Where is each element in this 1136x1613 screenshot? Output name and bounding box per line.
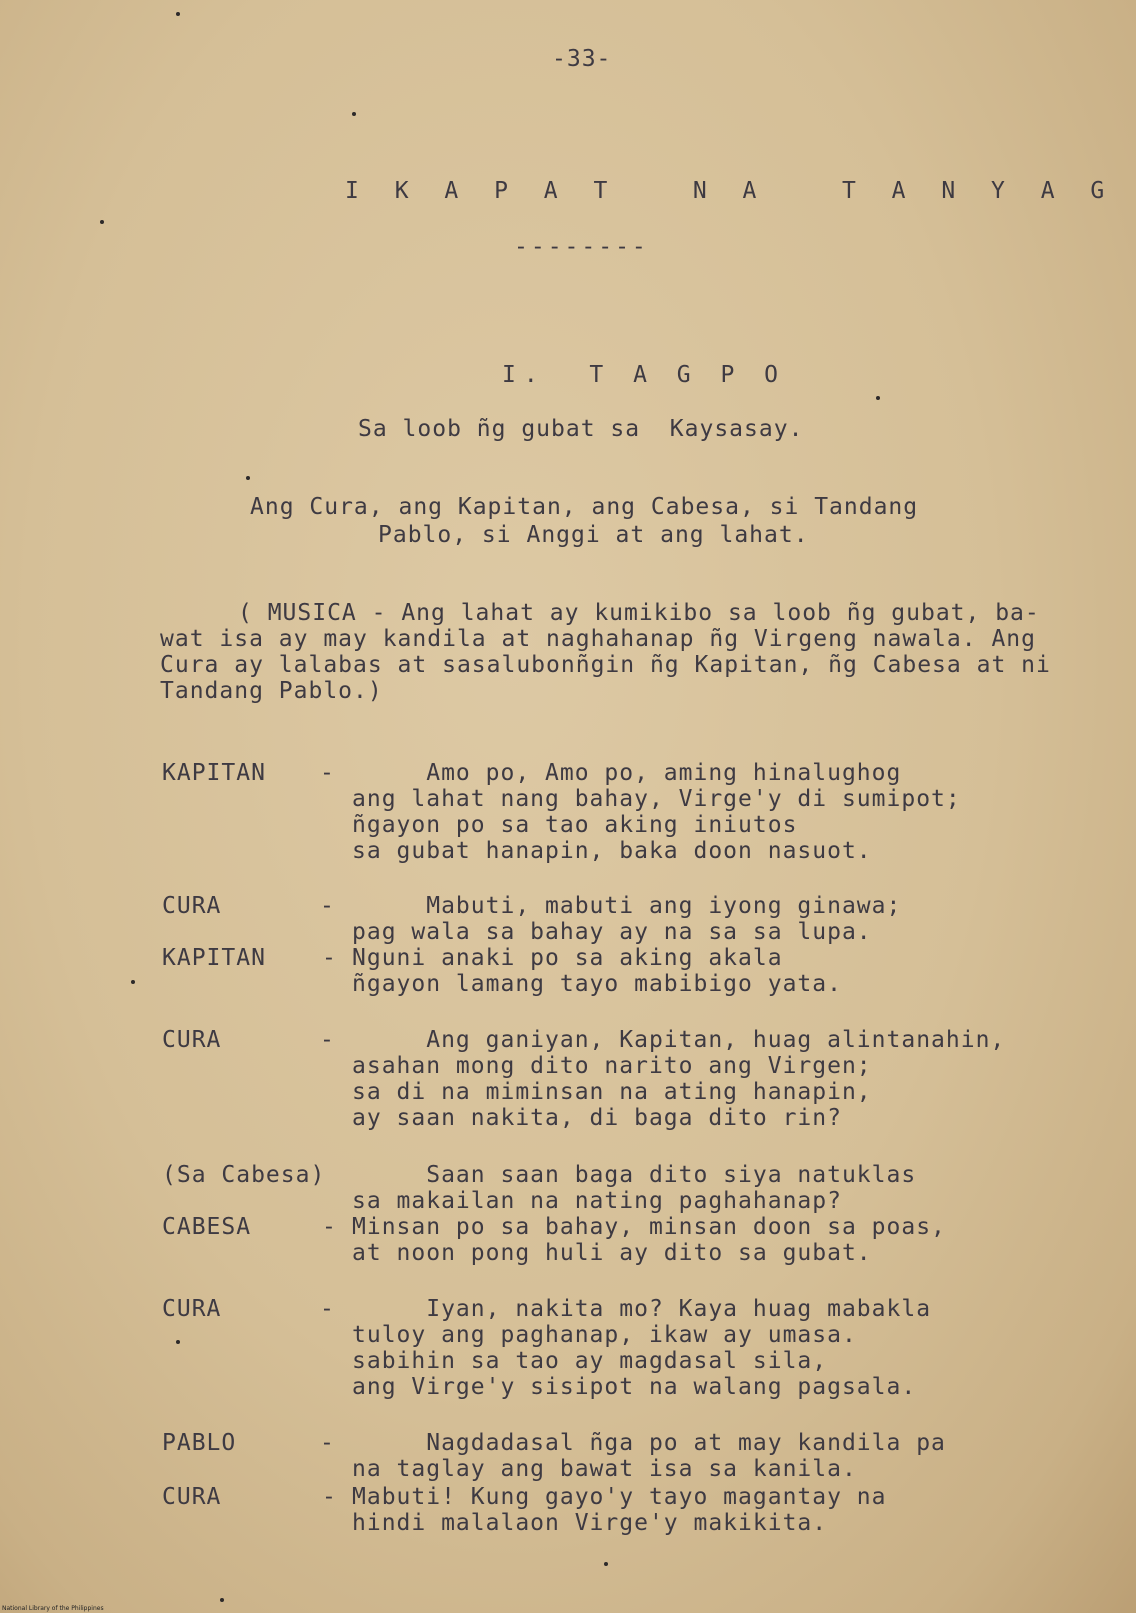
ink-speck [100, 220, 104, 224]
speaker-name: CURA [162, 893, 222, 919]
scene-title: I. T A G P O [502, 362, 787, 388]
verse-line: Nagdadasal ñga po at may kandila pa [352, 1430, 946, 1456]
title-rule: -------- [514, 234, 649, 260]
scene-setting: Sa loob ñg gubat sa Kaysasay. [358, 416, 804, 442]
ink-speck [131, 980, 135, 984]
speaker-dash: - [320, 1027, 334, 1053]
speaker-name: KAPITAN [162, 760, 266, 786]
verse-line: tuloy ang paghanap, ikaw ay umasa. [352, 1322, 857, 1348]
speaker-name: CABESA [162, 1214, 252, 1240]
ink-speck [604, 1562, 608, 1566]
speaker-dash: - [322, 945, 350, 971]
verse-line: Amo po, Amo po, aming hinalughog [352, 760, 902, 786]
verse-line: ang Virge'y sisipot na walang pagsala. [352, 1374, 917, 1400]
verse-line: pag wala sa bahay ay na sa sa lupa. [352, 919, 872, 945]
speaker-name: CURA [162, 1484, 222, 1510]
characters-line-1: Ang Cura, ang Kapitan, ang Cabesa, si Tandang [250, 494, 919, 520]
verse-line: Ang ganiyan, Kapitan, huag alintanahin, [352, 1027, 1006, 1053]
stage-direction-line-2: wat isa ay may kandila at naghahanap ñg Virgeng nawala. Ang [160, 626, 1036, 652]
stage-direction-line-4: Tandang Pablo.) [160, 678, 383, 704]
speaker-dash: - [320, 1296, 334, 1322]
ink-speck [246, 476, 250, 480]
speaker-dash: - [320, 893, 334, 919]
verse-line: na taglay ang bawat isa sa kanila. [352, 1456, 857, 1482]
verse-line: ang lahat nang bahay, Virge'y di sumipot; [352, 786, 961, 812]
verse-line: ñgayon po sa tao aking iniutos [352, 812, 798, 838]
ink-speck [220, 1598, 224, 1602]
verse-line: hindi malalaon Virge'y makikita. [352, 1510, 828, 1536]
verse-line: sa gubat hanapin, baka doon nasuot. [352, 838, 872, 864]
ink-speck [176, 1340, 180, 1344]
stage-direction-line-1: ( MUSICA - Ang lahat ay kumikibo sa loob ñg gubat, ba- [238, 600, 1040, 626]
verse-line: asahan mong dito narito ang Virgen; [352, 1053, 872, 1079]
ink-speck [352, 112, 356, 116]
speaker-name: CURA [162, 1296, 222, 1322]
verse-line: Iyan, nakita mo? Kaya huag mabakla [352, 1296, 932, 1322]
page-number: -33- [552, 46, 612, 72]
ink-speck [876, 396, 880, 400]
verse-line: at noon pong huli ay dito sa gubat. [352, 1240, 872, 1266]
speaker-aside: (Sa Cabesa) [162, 1162, 326, 1188]
verse-line: sa di na miminsan na ating hanapin, [352, 1079, 872, 1105]
speaker-name: CURA [162, 1027, 222, 1053]
verse-line: Mabuti! Kung gayo'y tayo magantay na [352, 1484, 887, 1510]
verse-line: Saan saan baga dito siya natuklas [352, 1162, 917, 1188]
speaker-dash: - [320, 760, 334, 786]
characters-line-2: Pablo, si Anggi at ang lahat. [378, 522, 809, 548]
speaker-dash: - [322, 1214, 350, 1240]
verse-line: ay saan nakita, di baga dito rin? [352, 1105, 842, 1131]
act-title: I K A P A T N A T A N Y A G [345, 178, 1116, 204]
speaker-dash: - [320, 1430, 334, 1456]
verse-line: sa makailan na nating paghahanap? [352, 1188, 842, 1214]
verse-line: Nguni anaki po sa aking akala [352, 945, 783, 971]
speaker-dash: - [322, 1484, 350, 1510]
ink-speck [176, 12, 180, 16]
verse-line: sabihin sa tao ay magdasal sila, [352, 1348, 828, 1374]
library-footer: National Library of the Philippines [2, 1605, 104, 1612]
verse-line: Mabuti, mabuti ang iyong ginawa; [352, 893, 902, 919]
speaker-name: KAPITAN [162, 945, 266, 971]
speaker-name: PABLO [162, 1430, 237, 1456]
verse-line: ñgayon lamang tayo mabibigo yata. [352, 971, 842, 997]
stage-direction-line-3: Cura ay lalabas at sasalubonñgin ñg Kapitan, ñg Cabesa at ni [160, 652, 1051, 678]
verse-line: Minsan po sa bahay, minsan doon sa poas, [352, 1214, 946, 1240]
